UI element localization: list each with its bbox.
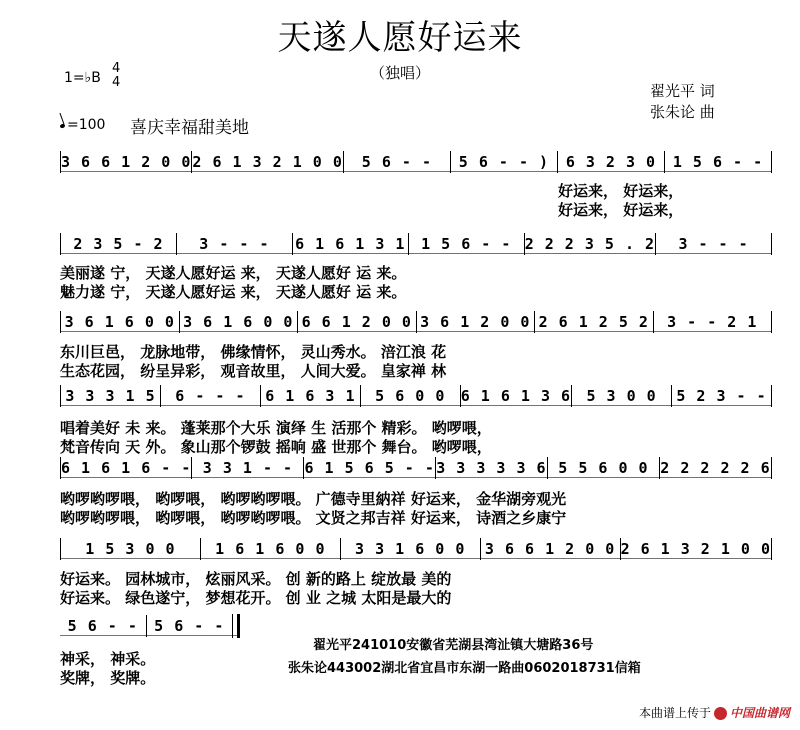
measure: 6 1 6 1 6 - - [61,459,192,477]
lyric-line: 梵音传向 天 外。 象山那个锣鼓 摇响 盛 世那个 舞台。 哟啰喂， [60,438,492,456]
lyric-line: 哟啰哟啰喂， 哟啰喂， 哟啰哟啰喂。 广德寺里納祥 好运来， 金华湖旁观光 [60,490,567,508]
lyricist-credit: 翟光平 词 [650,82,715,100]
measure: 6 6 1 2 0 0 [301,313,412,331]
measure: 1 6 1 6 0 0 [215,540,326,558]
lyric-line: 美丽遂 宁， 天遂人愿好运 来， 天遂人愿好 运 来。 [60,264,407,282]
measure: 3 6 1 6 0 0 [64,313,175,331]
quarter-note-icon [59,123,65,128]
staff-row-4 [60,386,772,406]
staff-row-7 [60,616,240,636]
lyricist-address: 翟光平241010安徽省芜湖县湾沚镇大塘路36号 [313,638,594,653]
upload-footer [639,704,790,721]
tempo-value: =100 [67,117,106,133]
measure: 6 1 6 1 3 1 [295,235,406,253]
lyric-line: 好运来， 好运来， [558,182,684,200]
measure: 1 5 3 0 0 [85,540,176,558]
lyric-line: 生态花园， 纷呈异彩， 观音故里， 人间大爱。 皇家禅 林 [60,362,447,380]
measure: 3 6 6 1 2 0 0 [61,153,192,171]
measure: 2 3 5 - 2 [73,235,164,253]
lyric-line: 好运来， 好运来， [558,201,684,219]
staff-row-2 [60,234,772,254]
measure: 2 6 1 3 2 1 0 0 [620,540,772,558]
measure: 1 5 6 - - [672,153,764,171]
performance-type: （独唱） [369,64,430,82]
measure: 1 5 6 - - [421,235,512,253]
measure: 3 3 3 1 5 [65,387,156,405]
measure: 6 1 6 1 3 6 [460,387,572,405]
tempo-marking [60,117,105,133]
staff-row-3 [60,312,772,332]
measure: 5 2 3 - - [676,387,767,405]
measure: 5 6 0 0 [375,387,446,405]
lyric-line: 东川巨邑， 龙脉地带， 佛缘情怀， 灵山秀水。 涪江浪 花 [60,343,447,361]
measure: 3 3 3 3 3 6 [436,459,547,477]
measure: 3 3 1 6 0 0 [355,540,466,558]
composer-credit: 张朱论 曲 [650,103,715,121]
measure: 2 2 2 2 2 6 [660,459,771,477]
measure: 5 6 - - [154,617,225,635]
measure: 2 6 1 3 2 1 0 0 [192,153,343,171]
measure: 5 3 0 0 [586,387,657,405]
time-signature [112,62,120,90]
measure: 3 - - - [678,235,749,253]
lyric-line: 哟啰哟啰喂， 哟啰喂， 哟啰哟啰喂。 文贤之邦吉祥 好运来， 诗酒之乡康宁 [60,509,567,527]
site-logo-icon [714,707,727,720]
lyric-line: 唱着美好 未 来。 蓬莱那个大乐 演绎 生 活那个 精彩。 哟啰喂， [60,419,492,437]
measure: 5 6 - - [361,153,432,171]
measure: 6 3 2 3 0 [565,153,657,171]
measure: 5 6 - - ) [458,153,550,171]
lyric-line: 好运来。 园林城市， 炫丽风采。 创 新的路上 绽放最 美的 [60,570,452,588]
key-signature: 1=♭B [64,70,101,86]
measure: 3 - - 2 1 [667,313,758,331]
staff-row-1 [60,152,772,172]
staff-row-5 [60,458,772,478]
site-name-link[interactable]: 中国曲谱网 [729,706,790,720]
measure: 3 6 1 6 0 0 [183,313,294,331]
measure: 6 1 6 3 1 [265,387,356,405]
time-signature-top: 4 [112,61,121,76]
composer-address: 张朱论443002湖北省宜昌市东湖一路曲0602018731信箱 [288,661,641,676]
measure: 5 6 - - [67,617,138,635]
song-title: 天遂人愿好运来 [277,18,523,58]
measure: 3 6 6 1 2 0 0 [484,540,616,558]
lyric-line: 魅力遂 宁， 天遂人愿好运 来， 天遂人愿好 运 来。 [60,283,407,301]
footer-text: 本曲谱上传于 [638,706,711,720]
measure: 6 - - - [175,387,246,405]
staff-row-6 [60,539,772,559]
time-signature-bottom: 4 [112,75,121,90]
measure: 3 3 1 - - [202,459,294,477]
expression-marking: 喜庆幸福甜美地 [130,118,249,138]
lyric-line: 奖牌， 奖牌。 [60,669,156,687]
measure: 5 5 6 0 0 [558,459,649,477]
measure: 6 1 5 6 5 - - [304,459,435,477]
measure: 2 6 1 2 5 2 [538,313,649,331]
measure: 3 - - - [199,235,270,253]
measure: 2 2 2 3 5 . 2 [524,235,656,253]
lyric-line: 神采， 神采。 [60,650,156,668]
measure: 3 6 1 2 0 0 [420,313,531,331]
lyric-line: 好运来。 绿色遂宁， 梦想花开。 创 业 之城 太阳是最大的 [60,589,452,607]
